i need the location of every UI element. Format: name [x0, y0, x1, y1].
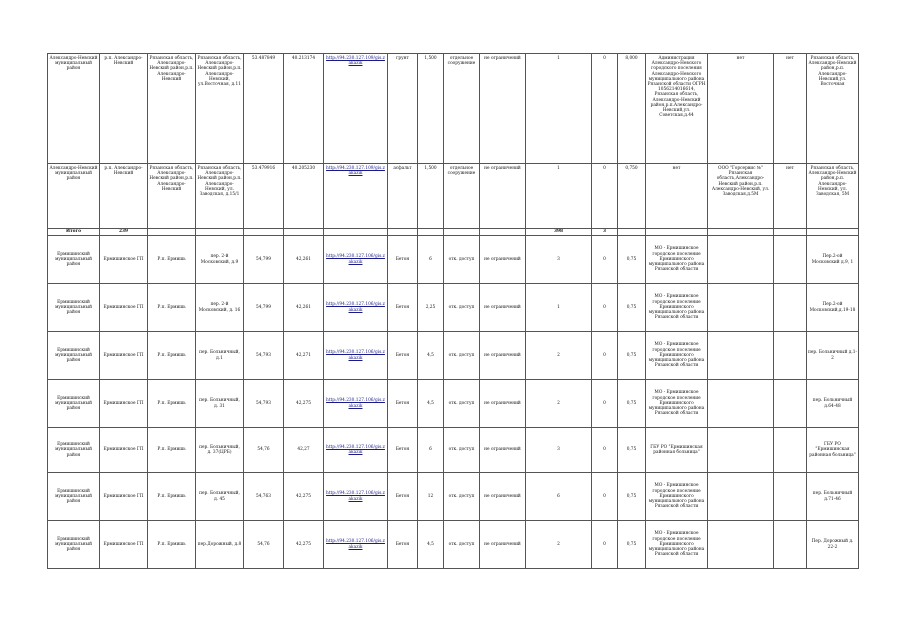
cell-operator [708, 236, 774, 284]
cell-owner: МО - Ермишинское городское поселение Ермишинского муниципального района Рязанской области [646, 521, 708, 569]
cell-settlement: Ермишинское ГП [100, 380, 148, 428]
cell-map-link[interactable]: http://94.230.127.109/gis.zakazik [324, 164, 388, 229]
cell-settlement: Ермишинское ГП [100, 284, 148, 332]
cell-volume: 8,000 [618, 54, 646, 164]
cell-volume: 0,75 [618, 428, 646, 473]
cell-extra [774, 473, 807, 521]
cell-surface: асфальт [388, 164, 418, 229]
cell-sources: пер. Больничный д.64-48 [807, 380, 859, 428]
cell-map-link[interactable]: http://94.230.127.106/gis.zakazik [324, 332, 388, 380]
cell-count: 1 [526, 54, 592, 164]
cell-access: не ограничений [480, 521, 526, 569]
cell-latitude: 54,793 [244, 332, 284, 380]
cell-district: Ермишинский муниципальный район [48, 428, 100, 473]
cell-owner: Администрация Александро-Невского городского поселения Александро-Невского муниципального района Рязанской области ОГРН 1056214016614, Рязанская область, Александро-Невский район,р.п.Александро-Невский,ул. Советская,д.44 [646, 54, 708, 164]
cell-surface: Бетон [388, 380, 418, 428]
cell-district: Ермишинский муниципальный район [48, 473, 100, 521]
cell-planned: 0 [592, 54, 618, 164]
cell-sources: ГБУ РО "Ермишинская районная больница" [807, 428, 859, 473]
cell-district: Ермишинский муниципальный район [48, 284, 100, 332]
cell-area: 1,500 [418, 54, 444, 164]
cell-surface: Бетон [388, 332, 418, 380]
cell-operator [708, 521, 774, 569]
cell-count: 1 [526, 284, 592, 332]
cell-surface: грунт [388, 54, 418, 164]
table-row [48, 236, 859, 284]
cell-extra [774, 428, 807, 473]
cell-map-link[interactable]: http://94.230.127.106/gis.zakazik [324, 428, 388, 473]
cell-volume: 0,75 [618, 236, 646, 284]
cell-district: Ермишинский муниципальный район [48, 380, 100, 428]
total-planned: 3 [592, 229, 618, 236]
cell-sources: пер. Больничный д.1-2 [807, 332, 859, 380]
cell-map-link[interactable]: http://94.230.127.106/gis.zakazik [324, 521, 388, 569]
cell-surface: Бетон [388, 284, 418, 332]
cell-type: отк. доступ [444, 428, 480, 473]
cell-planned: 0 [592, 236, 618, 284]
cell-area: 6 [418, 428, 444, 473]
cell-longitude: 42,271 [284, 332, 324, 380]
cell-owner: МО - Ермишинское городское поселение Ермишинского муниципального района Рязанской области [646, 284, 708, 332]
cell-surface: Бетон [388, 428, 418, 473]
cell-operator [708, 332, 774, 380]
cell-type: отк. доступ [444, 236, 480, 284]
cell-area: 4,5 [418, 521, 444, 569]
total-containers: 398 [526, 229, 592, 236]
cell-operator [708, 428, 774, 473]
cell-volume: 0,75 [618, 473, 646, 521]
cell-owner: МО - Ермишинское городское поселение Ермишинского муниципального района Рязанской области [646, 332, 708, 380]
cell-locality: Р.п. Ермишь [148, 236, 196, 284]
cell-settlement: Ермишинское ГП [100, 473, 148, 521]
cell-locality: Рязанская область, Александро-Невский район,р.п. Александро-Невский [148, 54, 196, 164]
cell-planned: 0 [592, 428, 618, 473]
cell-extra [774, 236, 807, 284]
table-row [48, 332, 859, 380]
cell-settlement: р.п. Александро-Невский [100, 54, 148, 164]
cell-extra [774, 521, 807, 569]
cell-type: отдельное сооружение [444, 54, 480, 164]
table-row [48, 54, 859, 164]
cell-extra [774, 380, 807, 428]
cell-planned: 0 [592, 380, 618, 428]
cell-count: 6 [526, 473, 592, 521]
cell-access: не ограничений [480, 164, 526, 229]
cell-owner: МО - Ермишинское городское поселение Ермишинского муниципального района Рязанской области [646, 380, 708, 428]
cell-longitude: 42,275 [284, 473, 324, 521]
cell-settlement: Ермишинское ГП [100, 236, 148, 284]
cell-volume: 0,75 [618, 380, 646, 428]
cell-sources: Рязанская область, Александро-Невский район,р.п. Александро-Невский, ул. Заводская, 5М [807, 164, 859, 229]
cell-locality: Р.п. Ермишь [148, 473, 196, 521]
table-row [48, 521, 859, 569]
cell-operator [708, 284, 774, 332]
cell-surface: Бетон [388, 473, 418, 521]
cell-address: пер. Больничный, д. 37(ЦРБ) [196, 428, 244, 473]
registry-table [47, 53, 859, 569]
total-row [48, 229, 859, 236]
cell-district: Александро-Невский муниципальный район [48, 54, 100, 164]
cell-map-link[interactable]: http://94.230.127.106/gis.zakazik [324, 473, 388, 521]
cell-owner: МО - Ермишинское городское поселение Ермишинского муниципального района Рязанской области [646, 473, 708, 521]
cell-extra: нет [774, 164, 807, 229]
cell-owner: ГБУ РО "Ермишинская районная больница" [646, 428, 708, 473]
cell-area: 4,5 [418, 332, 444, 380]
cell-longitude: 42,27 [284, 428, 324, 473]
cell-access: не ограничений [480, 236, 526, 284]
cell-owner: МО - Ермишинское городское поселение Ермишинского муниципального района Рязанской области [646, 236, 708, 284]
cell-longitude: 42,275 [284, 380, 324, 428]
cell-map-link[interactable]: http://94.230.127.106/gis.zakazik [324, 380, 388, 428]
cell-latitude: 54,799 [244, 236, 284, 284]
cell-access: не ограничений [480, 428, 526, 473]
cell-area: 4,5 [418, 380, 444, 428]
cell-district: Ермишинский муниципальный район [48, 521, 100, 569]
cell-sources: Пер. Дорожный д. 22-2 [807, 521, 859, 569]
cell-longitude: 40.205230 [284, 164, 324, 229]
cell-extra [774, 332, 807, 380]
cell-settlement: Ермишинское ГП [100, 428, 148, 473]
cell-planned: 0 [592, 473, 618, 521]
cell-latitude: 53.487849 [244, 54, 284, 164]
cell-district: Ермишинский муниципальный район [48, 236, 100, 284]
cell-address: пер. 2-й Московский, д.9 [196, 236, 244, 284]
cell-volume: 0,75 [618, 332, 646, 380]
cell-address: пер. 2-й Московский, д. 16 [196, 284, 244, 332]
cell-surface: Бетон [388, 236, 418, 284]
cell-type: отдельное сооружение [444, 164, 480, 229]
cell-operator [708, 473, 774, 521]
cell-latitude: 53.479916 [244, 164, 284, 229]
cell-longitude: 40.213174 [284, 54, 324, 164]
cell-district: Александро-Невский муниципальный район [48, 164, 100, 229]
total-count: 239 [100, 229, 148, 236]
cell-longitude: 42,261 [284, 284, 324, 332]
cell-latitude: 54,76 [244, 521, 284, 569]
cell-operator: ООО "Горсервис №" Рязанская область,Александро-Невский район,р.п. Александро-Невский, ул. Заводская,д.5М [708, 164, 774, 229]
cell-area: 2,25 [418, 284, 444, 332]
cell-locality: Р.п. Ермишь [148, 332, 196, 380]
cell-access: не ограничений [480, 473, 526, 521]
cell-address: пер. Больничный, д.1 [196, 332, 244, 380]
cell-address: Рязанская область, Александро-Невский район,р.п. Александро-Невский, ул.Восточная, д.11 [196, 54, 244, 164]
cell-sources: Пер.2-ой Московский д.9, 1 [807, 236, 859, 284]
cell-settlement: р.п. Александро-Невский [100, 164, 148, 229]
cell-type: отк. доступ [444, 473, 480, 521]
table-row [48, 380, 859, 428]
cell-sources: пер. Больничный д.71-46 [807, 473, 859, 521]
cell-type: отк. доступ [444, 284, 480, 332]
cell-latitude: 54,76 [244, 428, 284, 473]
cell-planned: 0 [592, 521, 618, 569]
cell-volume: 0,75 [618, 284, 646, 332]
cell-locality: Р.п. Ермишь [148, 521, 196, 569]
cell-type: отк. доступ [444, 332, 480, 380]
cell-count: 2 [526, 380, 592, 428]
cell-volume: 0,75 [618, 521, 646, 569]
cell-district: Ермишинский муниципальный район [48, 332, 100, 380]
cell-planned: 0 [592, 284, 618, 332]
cell-extra: нет [774, 54, 807, 164]
cell-latitude: 54,799 [244, 284, 284, 332]
cell-planned: 0 [592, 164, 618, 229]
table-row [48, 473, 859, 521]
cell-map-link[interactable]: http://94.230.127.106/gis.zakazik [324, 236, 388, 284]
cell-area: 1,500 [418, 164, 444, 229]
cell-settlement: Ермишинское ГП [100, 332, 148, 380]
cell-volume: 0,750 [618, 164, 646, 229]
cell-latitude: 54,793 [244, 380, 284, 428]
cell-locality: Р.п. Ермишь [148, 380, 196, 428]
cell-locality: Р.п. Ермишь [148, 428, 196, 473]
cell-address: пер. Больничный, д. 31 [196, 380, 244, 428]
cell-operator: нет [708, 54, 774, 164]
cell-map-link[interactable]: http://94.230.127.106/gis.zakazik [324, 284, 388, 332]
cell-type: отк. доступ [444, 521, 480, 569]
cell-count: 3 [526, 236, 592, 284]
cell-operator [708, 380, 774, 428]
cell-count: 2 [526, 521, 592, 569]
cell-sources: Пер.2-ой Московский,д.19-18 [807, 284, 859, 332]
cell-surface: Бетон [388, 521, 418, 569]
table-row [48, 284, 859, 332]
total-label: Итого [48, 229, 100, 236]
cell-access: не ограничений [480, 380, 526, 428]
cell-count: 2 [526, 332, 592, 380]
cell-access: не ограничений [480, 284, 526, 332]
table-row [48, 428, 859, 473]
cell-address: пер.Дорожный, д.8 [196, 521, 244, 569]
cell-settlement: Ермишинское ГП [100, 521, 148, 569]
cell-locality: Рязанская область, Александро-Невский район,р.п. Александро-Невский [148, 164, 196, 229]
cell-access: не ограничений [480, 54, 526, 164]
cell-type: отк. доступ [444, 380, 480, 428]
cell-area: 12 [418, 473, 444, 521]
cell-count: 3 [526, 428, 592, 473]
cell-longitude: 42,261 [284, 236, 324, 284]
cell-map-link[interactable]: http://94.230.127.109/gis.zakazik [324, 54, 388, 164]
cell-address: Рязанская область, Александро-Невский район,р.п. Александро-Невский, ул. Заводская, д.15/1 [196, 164, 244, 229]
cell-address: пер. Больничный, д. 45 [196, 473, 244, 521]
cell-area: 6 [418, 236, 444, 284]
cell-sources: Рязанская область, Александро-Невский район,р.п. Александро-Невский,ул. Восточная [807, 54, 859, 164]
cell-owner: нет [646, 164, 708, 229]
cell-extra [774, 284, 807, 332]
cell-latitude: 54,763 [244, 473, 284, 521]
cell-planned: 0 [592, 332, 618, 380]
cell-count: 1 [526, 164, 592, 229]
cell-access: не ограничений [480, 332, 526, 380]
cell-locality: Р.п. Ермишь [148, 284, 196, 332]
ermish-rows [48, 236, 859, 569]
table-row [48, 164, 859, 229]
cell-longitude: 42,275 [284, 521, 324, 569]
